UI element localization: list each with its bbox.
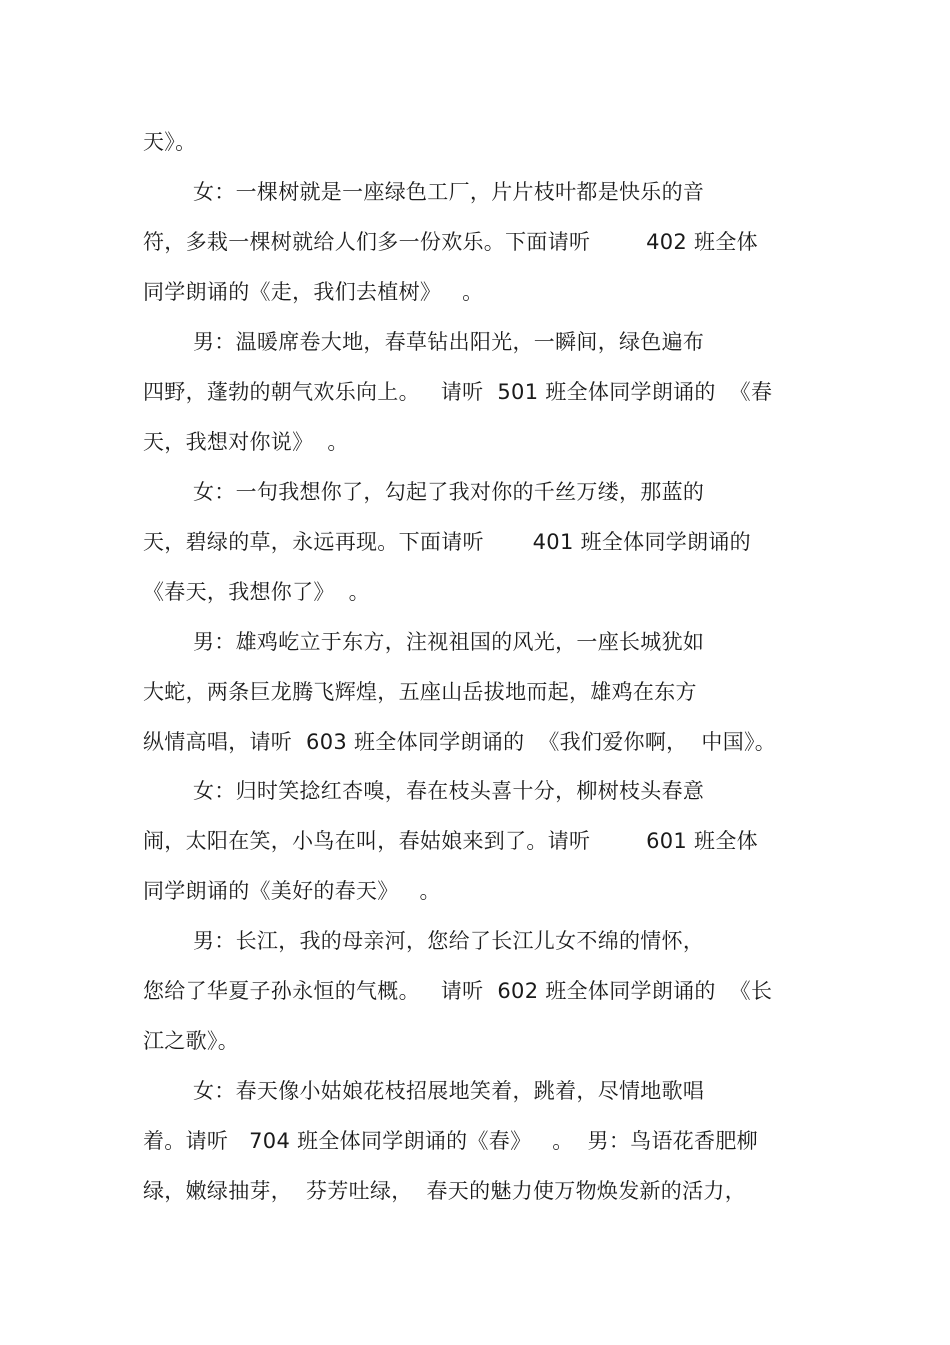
text-line: 《春天，我想你了》 。 [143, 580, 370, 604]
text-line: 四野，蓬勃的朝气欢乐向上。 请听 501 班全体同学朗诵的 《春 [143, 380, 773, 404]
text-line: 江之歌》。 [143, 1029, 239, 1053]
text-line: 天，碧绿的草，永远再现。下面请听 401 班全体同学朗诵的 [143, 530, 751, 554]
text-line: 女：一句我想你了，勾起了我对你的千丝万缕，那蓝的 [193, 480, 705, 504]
text-line: 女：归时笑捻红杏嗅，春在枝头喜十分，柳树枝头春意 [193, 779, 705, 803]
text-line: 闹，太阳在笑，小鸟在叫，春姑娘来到了。请听 601 班全体 [143, 829, 758, 853]
text-line: 天》。 [143, 130, 197, 154]
text-line: 男：雄鸡屹立于东方，注视祖国的风光，一座长城犹如 [193, 630, 705, 654]
text-line: 同学朗诵的《走，我们去植树》 。 [143, 280, 484, 304]
text-line: 男：温暖席卷大地，春草钻出阳光，一瞬间，绿色遍布 [193, 330, 705, 354]
text-line: 天，我想对你说》 。 [143, 430, 349, 454]
text-line: 女：春天像小姑娘花枝招展地笑着，跳着，尽情地歌唱 [193, 1079, 705, 1103]
text-line: 纵情高唱，请听 603 班全体同学朗诵的 《我们爱你啊， 中国》。 [143, 730, 777, 754]
text-line: 男：长江，我的母亲河，您给了长江儿女不绵的情怀， [193, 929, 705, 953]
text-line: 着。请听 704 班全体同学朗诵的《春》 。 男：鸟语花香肥柳 [143, 1129, 758, 1153]
text-line: 符，多栽一棵树就给人们多一份欢乐。下面请听 402 班全体 [143, 230, 758, 254]
text-line: 绿，嫩绿抽芽， 芬芳吐绿， 春天的魅力使万物焕发新的活力， [143, 1179, 746, 1203]
text-line: 您给了华夏子孙永恒的气概。 请听 602 班全体同学朗诵的 《长 [143, 979, 773, 1003]
text-line: 同学朗诵的《美好的春天》 。 [143, 879, 441, 903]
text-line: 大蛇，两条巨龙腾飞辉煌，五座山岳拔地而起，雄鸡在东方 [143, 680, 697, 704]
text-line: 女：一棵树就是一座绿色工厂，片片枝叶都是快乐的音 [193, 180, 705, 204]
